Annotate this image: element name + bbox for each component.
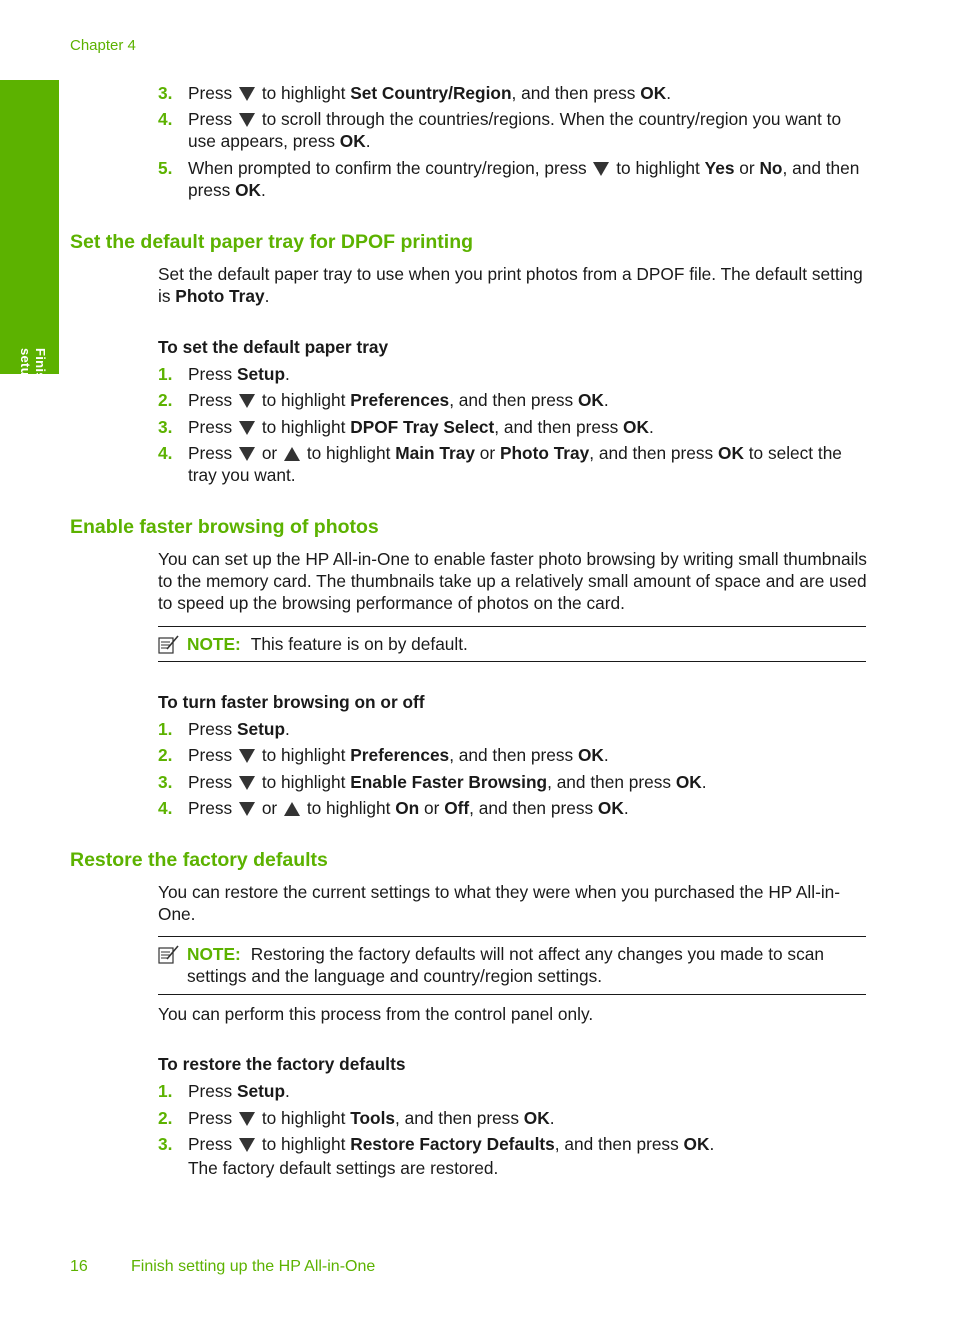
note-icon <box>158 635 180 655</box>
up-arrow-icon <box>284 447 300 461</box>
step-number: 1. <box>158 719 173 739</box>
step-number: 3. <box>158 417 173 437</box>
procedure-title: To set the default paper tray <box>158 337 389 357</box>
note-label: NOTE: <box>187 634 241 654</box>
step-number: 3. <box>158 83 173 103</box>
step-number: 2. <box>158 745 173 765</box>
note-text: This feature is on by default. <box>250 634 468 654</box>
side-tab <box>0 80 59 389</box>
dpof-intro: Set the default paper tray to use when you print photos from a DPOF file. The default setting is Photo Tray. <box>158 264 863 306</box>
up-arrow-icon <box>284 802 300 816</box>
down-arrow-icon <box>239 113 255 127</box>
note-icon <box>158 945 180 965</box>
step-number: 5. <box>158 158 173 178</box>
step-number: 4. <box>158 109 173 129</box>
down-arrow-icon <box>239 87 255 101</box>
footer-title: Finish setting up the HP All-in-One <box>131 1258 376 1275</box>
down-arrow-icon <box>239 394 255 408</box>
step-number: 1. <box>158 364 173 384</box>
result-text: The factory default settings are restored. <box>188 1158 499 1178</box>
step-number: 2. <box>158 390 173 410</box>
section-heading-browse: Enable faster browsing of photos <box>70 516 379 538</box>
note-label: NOTE: <box>187 944 241 964</box>
note-box <box>158 626 866 662</box>
note-text: Restoring the factory defaults will not affect any changes you made to scan settings and the language and country/region settings. <box>187 944 824 986</box>
chapter-label: Chapter 4 <box>70 37 136 54</box>
step-number: 2. <box>158 1108 173 1128</box>
procedure-title: To turn faster browsing on or off <box>158 692 425 712</box>
step-number: 3. <box>158 1134 173 1154</box>
page-number: 16 <box>70 1258 88 1275</box>
note-box <box>158 936 866 995</box>
down-arrow-icon <box>239 1138 255 1152</box>
section-heading-dpof: Set the default paper tray for DPOF printing <box>70 231 474 253</box>
panel-only-text: You can perform this process from the control panel only. <box>158 1004 594 1024</box>
down-arrow-icon <box>239 447 255 461</box>
step-number: 1. <box>158 1081 173 1101</box>
down-arrow-icon <box>239 421 255 435</box>
restore-intro: You can restore the current settings to what they were when you purchased the HP All-in-One. <box>158 882 841 924</box>
down-arrow-icon <box>239 776 255 790</box>
side-tab-label: Finish setup <box>18 348 48 389</box>
down-arrow-icon <box>239 1112 255 1126</box>
section-heading-restore: Restore the factory defaults <box>70 849 328 871</box>
step-number: 4. <box>158 443 173 463</box>
down-arrow-icon <box>593 162 609 176</box>
step-number: 3. <box>158 772 173 792</box>
step-number: 4. <box>158 798 173 818</box>
down-arrow-icon <box>239 802 255 816</box>
procedure-title: To restore the factory defaults <box>158 1054 406 1074</box>
down-arrow-icon <box>239 749 255 763</box>
browse-intro: You can set up the HP All-in-One to enable faster photo browsing by writing small thumbnails to the memory card. The thumbnails take up a relatively small amount of space and are used to speed up the browsing performance of photos on the card. <box>158 549 867 613</box>
